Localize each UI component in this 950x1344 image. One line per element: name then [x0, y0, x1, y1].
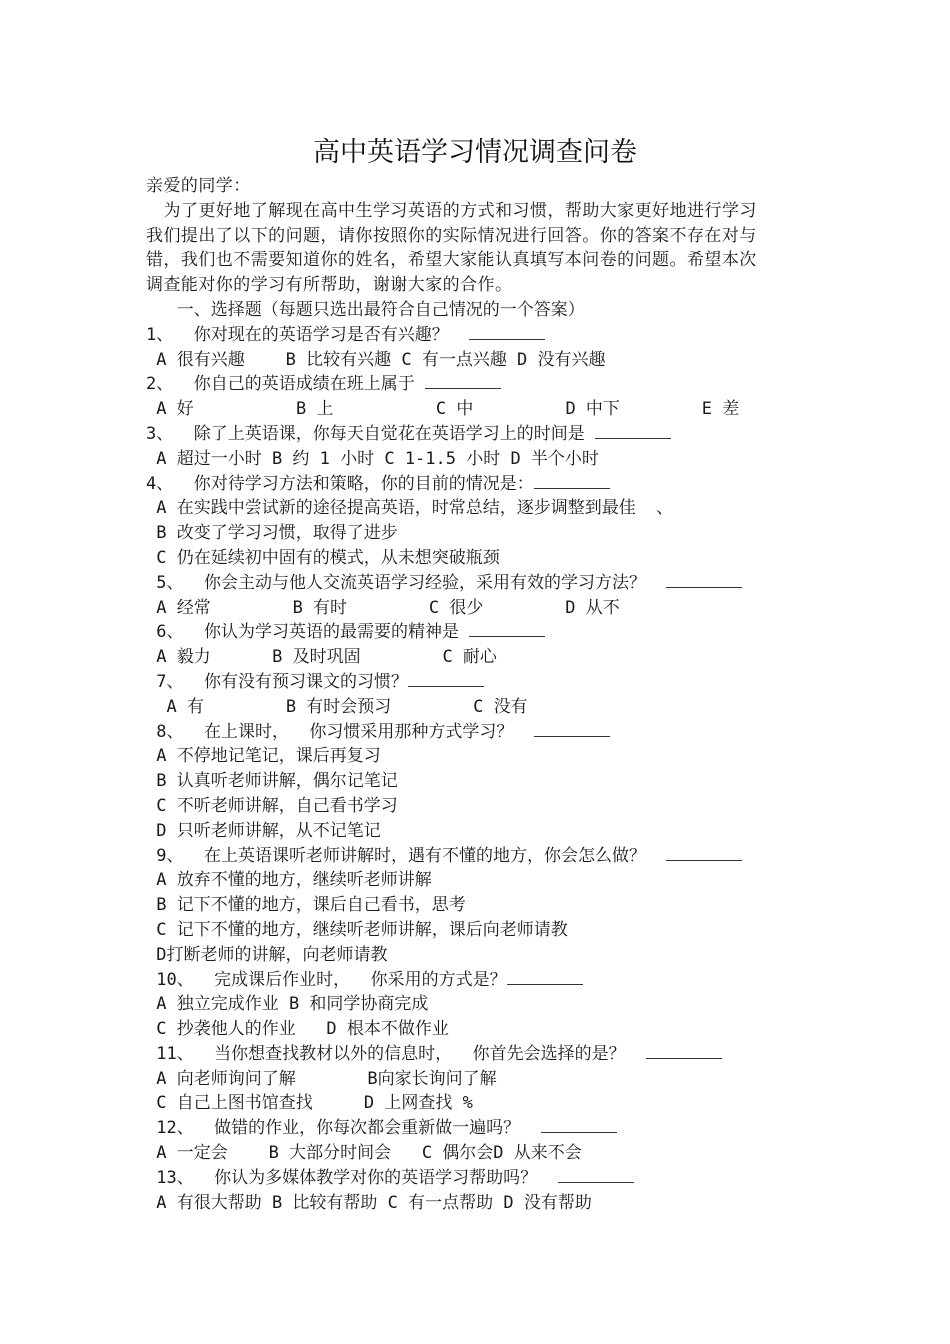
- question-text: 2、 你自己的英语成绩在班上属于: [146, 374, 425, 395]
- question-text: 11、 当你想查找教材以外的信息时， 你首先会选择的是？: [146, 1043, 647, 1064]
- answer-blank[interactable]: [646, 1044, 722, 1059]
- question-7: [146, 670, 816, 695]
- question-4: [146, 472, 816, 497]
- answer-options: A 在实践中尝试新的途径提高英语，时常总结，逐步调整到最佳 、: [146, 498, 674, 519]
- answer-options: C 自己上图书馆查找 D 上网查找 %: [146, 1093, 473, 1114]
- question-12: [146, 1116, 816, 1141]
- section-heading: 一、选择题（每题只选出最符合自己情况的一个答案）: [146, 299, 585, 320]
- question-text: 12、 做错的作业，你每次都会重新做一遍吗？: [146, 1118, 541, 1139]
- answer-options: B 改变了学习习惯，取得了进步: [146, 523, 398, 544]
- question-text: 3、 除了上英语课，你每天自觉花在英语学习上的时间是: [146, 423, 595, 444]
- answer-blank[interactable]: [534, 474, 610, 489]
- question-2: [146, 372, 816, 397]
- answer-options: A 不停地记笔记，课后再复习: [146, 746, 381, 767]
- question-text: 1、 你对现在的英语学习是否有兴趣？: [146, 324, 470, 345]
- intro-line: 为了更好地了解现在高中生学习英语的方式和习惯，帮助大家更好地进行学习: [146, 200, 757, 221]
- answer-blank[interactable]: [469, 622, 545, 637]
- answer-options: A 超过一小时 B 约 1 小时 C 1-1.5 小时 D 半个小时: [146, 448, 599, 469]
- answer-options: A 有很大帮助 B 比较有帮助 C 有一点帮助 D 没有帮助: [146, 1192, 592, 1213]
- question-1: [146, 323, 816, 348]
- answer-blank[interactable]: [541, 1118, 617, 1133]
- answer-options: C 不听老师讲解，自己看书学习: [146, 795, 398, 816]
- answer-blank[interactable]: [469, 325, 545, 340]
- answer-options: A 很有兴趣 B 比较有兴趣 C 有一点兴趣 D 没有兴趣: [146, 349, 606, 370]
- answer-blank[interactable]: [534, 722, 610, 737]
- question-9: [146, 844, 816, 869]
- answer-options: A 经常 B 有时 C 很少 D 从不: [146, 597, 620, 618]
- question-13: [146, 1166, 816, 1191]
- questionnaire-body: [146, 174, 816, 1215]
- question-text: 13、 你认为多媒体教学对你的英语学习帮助吗？: [146, 1167, 558, 1188]
- answer-options: C 仍在延续初中固有的模式，从未想突破瓶颈: [146, 547, 500, 568]
- answer-blank[interactable]: [408, 672, 484, 687]
- answer-blank[interactable]: [425, 374, 501, 389]
- question-11: [146, 1042, 816, 1067]
- question-6: [146, 620, 816, 645]
- question-text: 10、 完成课后作业时， 你采用的方式是？: [146, 969, 507, 990]
- answer-options: A 独立完成作业 B 和同学协商完成: [146, 994, 429, 1015]
- answer-options: B 记下不懂的地方，课后自己看书，思考: [146, 895, 466, 916]
- answer-options: A 毅力 B 及时巩固 C 耐心: [146, 647, 497, 668]
- greeting: 亲爱的同学：: [146, 176, 251, 196]
- question-text: 8、 在上课时， 你习惯采用那种方式学习？: [146, 721, 534, 742]
- answer-options: D 只听老师讲解，从不记笔记: [146, 820, 381, 841]
- intro-line: 调查能对你的学习有所帮助，谢谢大家的合作。: [146, 275, 513, 296]
- question-8: [146, 720, 816, 745]
- answer-blank[interactable]: [666, 573, 742, 588]
- question-text: 5、 你会主动与他人交流英语学习经验，采用有效的学习方法？: [146, 572, 667, 593]
- answer-options: B 认真听老师讲解，偶尔记笔记: [146, 771, 398, 792]
- answer-options: D打断老师的讲解，向老师请教: [146, 944, 388, 965]
- answer-options: A 放弃不懂的地方，继续听老师讲解: [146, 870, 432, 891]
- answer-options: C 记下不懂的地方，继续听老师讲解，课后向老师请教: [146, 919, 568, 940]
- answer-options: A 有 B 有时会预习 C 没有: [146, 696, 528, 717]
- answer-options: C 抄袭他人的作业 D 根本不做作业: [146, 1019, 449, 1040]
- page-title: 高中英语学习情况调查问卷: [313, 137, 637, 168]
- answer-blank[interactable]: [507, 970, 583, 985]
- intro-line: 错，我们也不需要知道你的姓名，希望大家能认真填写本问卷的问题。希望本次: [146, 250, 757, 271]
- question-5: [146, 571, 816, 596]
- answer-blank[interactable]: [558, 1168, 634, 1183]
- answer-options: A 好 B 上 C 中 D 中下 E 差: [146, 399, 740, 420]
- answer-options: A 向老师询问了解 B向家长询问了解: [146, 1068, 497, 1089]
- question-text: 7、 你有没有预习课文的习惯？: [146, 671, 408, 692]
- question-3: [146, 422, 816, 447]
- answer-blank[interactable]: [595, 424, 671, 439]
- answer-options: A 一定会 B 大部分时间会 C 偶尔会D 从来不会: [146, 1143, 582, 1164]
- question-text: 6、 你认为学习英语的最需要的精神是: [146, 622, 470, 643]
- question-text: 9、 在上英语课听老师讲解时，遇有不懂的地方，你会怎么做？: [146, 845, 667, 866]
- question-10: [146, 968, 816, 993]
- intro-line: 我们提出了以下的问题，请你按照你的实际情况进行回答。你的答案不存在对与: [146, 225, 757, 246]
- answer-blank[interactable]: [666, 846, 742, 861]
- question-list: [146, 323, 816, 1216]
- question-text: 4、 你对待学习方法和策略，你的目前的情况是：: [146, 473, 534, 494]
